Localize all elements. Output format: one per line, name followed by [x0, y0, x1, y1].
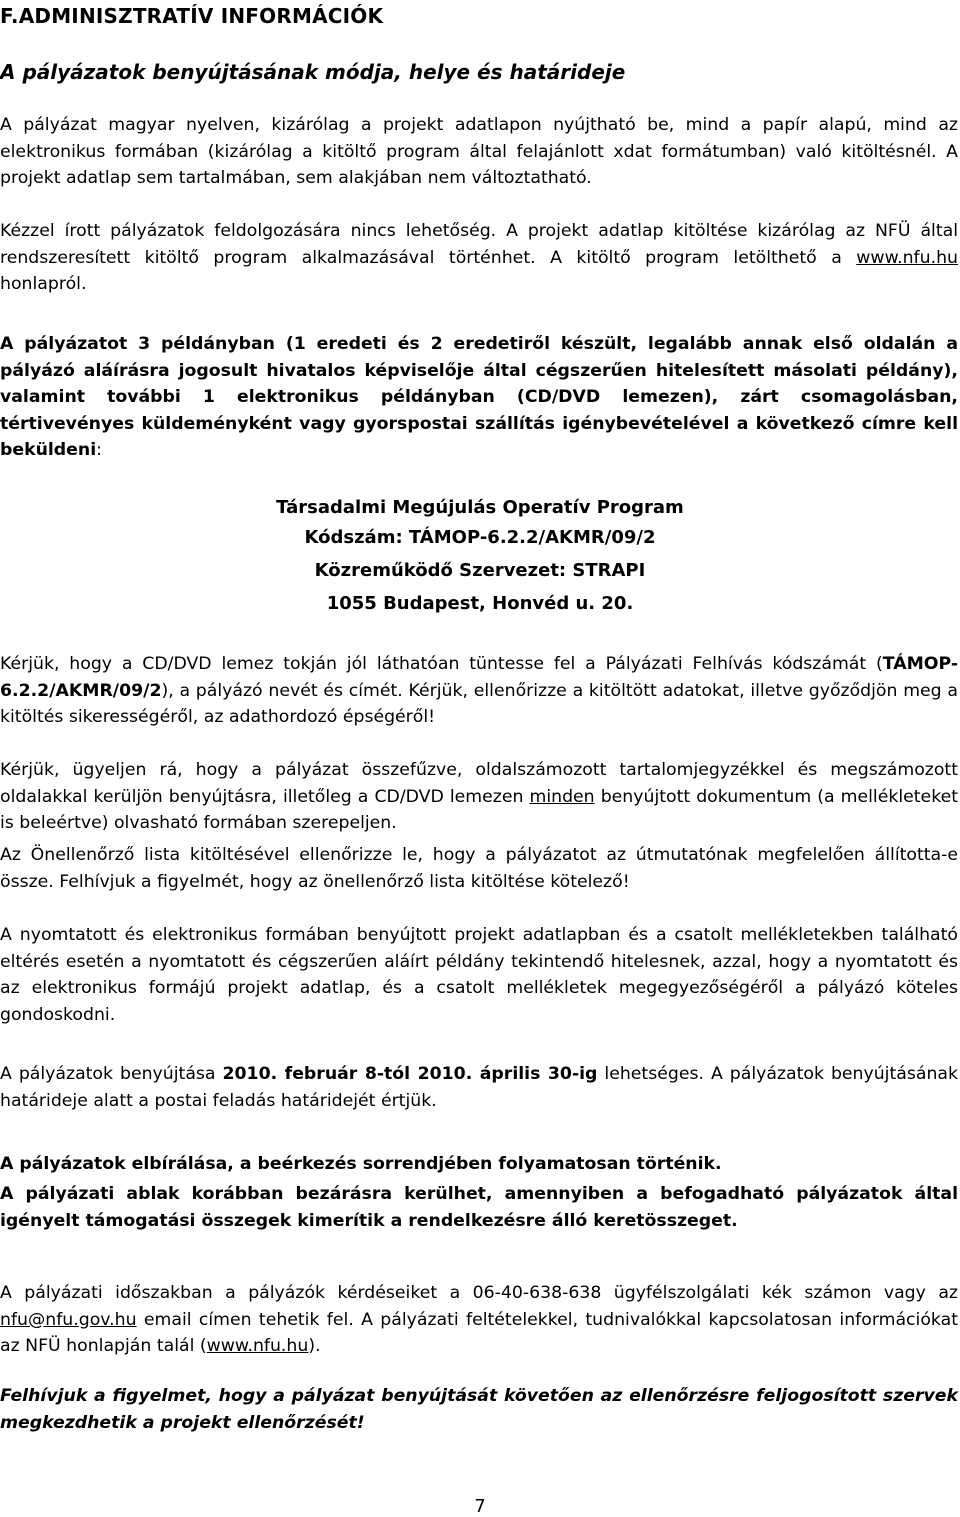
section-heading: F.ADMINISZTRATÍV INFORMÁCIÓK: [0, 4, 384, 28]
paragraph-copies-colon: :: [96, 440, 102, 460]
paragraph-contact: [0, 1280, 958, 1360]
paragraph-discrepancy: A nyomtatott és elektronikus formában benyújtott projekt adatlapban és a csatolt mellékletekben található eltérés esetén a nyomtatott és cégszerűen aláírt példány tekintendő hitelesnek, azzal, hogy a nyomtatott és az elektronikus formájú projekt adatlap, és a csatolt mellékletek megegyezőségéről a pályázó köteles gondoskodni.: [0, 925, 958, 1025]
paragraph-evaluation: A pályázatok elbírálása, a beérkezés sorrendjében folyamatosan történik.: [0, 1154, 722, 1174]
paragraph-checklist: Az Önellenőrző lista kitöltésével ellenőrizze le, hogy a pályázatot az útmutatónak megfelelően állította-e össze. Felhívjuk a figyelmét, hogy az önellenőrző lista kitöltése kötelező!: [0, 845, 958, 892]
paragraph-binding: [0, 757, 958, 837]
paragraph-contact-text: A pályázati időszakban a pályázók kérdéseiket a 06-40-638-638 ügyfélszolgálati kék számon vagy az: [0, 1283, 958, 1303]
email-link[interactable]: nfu@nfu.gov.hu: [0, 1309, 137, 1330]
nfu-homepage-link[interactable]: www.nfu.hu: [206, 1336, 309, 1356]
paragraph-deadline-text: A pályázatok benyújtása: [0, 1064, 223, 1084]
address-line-code: Kódszám: TÁMOP-6.2.2/AKMR/09/2: [304, 527, 656, 548]
paragraph-binding-emphasis: minden: [529, 786, 595, 807]
paragraph-audit-notice: Felhívjuk a figyelmet, hogy a pályázat benyújtását követően az ellenőrzésre feljogosított szervek megkezdhetik a projekt ellenőrzését!: [0, 1386, 958, 1433]
paragraph-window-closing: A pályázati ablak korábban bezárásra kerülhet, amennyiben a befogadható pályázatok által igényelt támogatási összegek kimerítik a rendelkezésre álló keretösszeget.: [0, 1184, 958, 1231]
paragraph-handwritten-end: honlapról.: [0, 274, 87, 294]
address-line-program: Társadalmi Megújulás Operatív Program: [276, 497, 684, 518]
paragraph-deadline: [0, 1061, 958, 1114]
paragraph-binding-end: benyújtott dokumentum (a mellékleteket is beleértve) olvasható formában szerepeljen.: [0, 786, 958, 833]
address-line-organization: Közreműködő Szervezet: STRAPI: [314, 560, 646, 581]
paragraph-cd-label: [0, 651, 958, 731]
paragraph-binding-text: Kérjük, ügyeljen rá, hogy a pályázat összefűzve, oldalszámozott tartalomjegyzékkel és megszámozott oldalakkal kerüljön benyújtásra, illetőleg a CD/DVD lemezen: [0, 760, 958, 807]
paragraph-contact-mid: email címen tehetik fel. A pályázati feltételekkel, tudnivalókkal kapcsolatosan információkat az NFÜ honlapján talál (: [0, 1309, 958, 1356]
paragraph-handwritten: [0, 218, 958, 298]
paragraph-handwritten-text: Kézzel írott pályázatok feldolgozására nincs lehetőség. A projekt adatlap kitöltése kizárólag az NFÜ által rendszeresített kitöltő program alkalmazásával történhet. A kitöltő program letölthető a: [0, 221, 958, 268]
subsection-heading: A pályázatok benyújtásának módja, helye és határideje: [0, 60, 626, 84]
address-line-street: 1055 Budapest, Honvéd u. 20.: [326, 593, 634, 614]
paragraph-deadline-end: lehetséges. A pályázatok benyújtásának határideje alatt a postai feladás határidejét értjük.: [0, 1064, 958, 1111]
paragraph-copies: [0, 331, 958, 464]
paragraph-cd-label-end: ), a pályázó nevét és címét. Kérjük, ellenőrizze a kitöltött adatokat, illetve győződjön meg a kitöltés sikerességéről, az adathordozó épségéről!: [0, 680, 958, 727]
paragraph-language: A pályázat magyar nyelven, kizárólag a projekt adatlapon nyújtható be, mind a papír alapú, mind az elektronikus formában (kizárólag a kitöltő program által felajánlott xdat formátumban) való kitöltésnél. A projekt adatlap sem tartalmában, sem alakjában nem változtatható.: [0, 115, 958, 188]
nfu-website-link[interactable]: www.nfu.hu: [856, 247, 958, 268]
page-number: 7: [474, 1496, 486, 1517]
call-code: TÁMOP-6.2.2/AKMR/09/2: [0, 654, 958, 701]
paragraph-contact-end: ).: [308, 1336, 321, 1356]
submission-dates: 2010. február 8-tól 2010. április 30-ig: [222, 1064, 598, 1084]
paragraph-copies-text: A pályázatot 3 példányban (1 eredeti és 2 eredetiről készült, legalább annak első oldalán a pályázó aláírásra jogosult hivatalos képviselője által cégszerűen hitelesített másolati példány), valamint további 1 elektronikus példányban (CD/DVD lemezen), zárt csomagolásban, tértivevényes küldeményként vagy gyorspostai szállítás igénybevételével a következő címre kell beküldeni: [0, 334, 958, 460]
paragraph-cd-label-text: Kérjük, hogy a CD/DVD lemez tokján jól láthatóan tüntesse fel a Pályázati Felhívás kódszámát (: [0, 654, 883, 674]
